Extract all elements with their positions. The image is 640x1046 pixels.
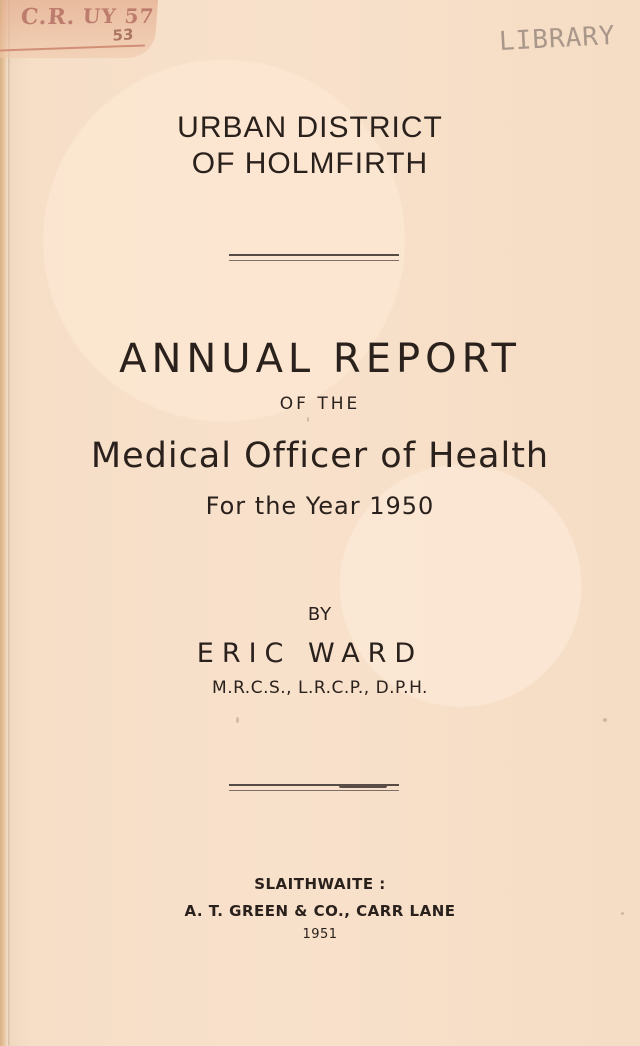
report-title: ANNUAL REPORT xyxy=(119,336,521,382)
library-mark: LIBRARY xyxy=(498,20,617,58)
lower-double-rule xyxy=(229,784,399,791)
corner-stamp xyxy=(0,0,158,58)
stamp-right-text: UY 57 xyxy=(82,4,156,28)
publisher-place: SLAITHWAITE : xyxy=(254,875,386,893)
publisher-name-address: A. T. GREEN & CO., CARR LANE xyxy=(184,902,456,920)
upper-double-rule xyxy=(229,254,399,261)
publication-year: 1951 xyxy=(302,927,338,942)
paper-speck xyxy=(621,912,624,915)
paper-speck xyxy=(236,717,239,723)
year-line: For the Year 1950 xyxy=(205,492,435,520)
paper-speck xyxy=(307,417,309,422)
office-title: Medical Officer of Health xyxy=(90,436,550,476)
paper-speck xyxy=(603,718,607,722)
author-credentials: M.R.C.S., L.R.C.P., D.P.H. xyxy=(212,678,428,698)
district-heading: URBAN DISTRICT OF HOLMFIRTH xyxy=(177,111,443,180)
author-name: ERIC WARD xyxy=(196,638,424,669)
of-the-line: OF THE xyxy=(279,394,361,414)
stamp-number: 53 xyxy=(112,25,134,45)
stamp-left-text: C.R. xyxy=(19,4,77,30)
by-line: BY xyxy=(307,604,333,625)
